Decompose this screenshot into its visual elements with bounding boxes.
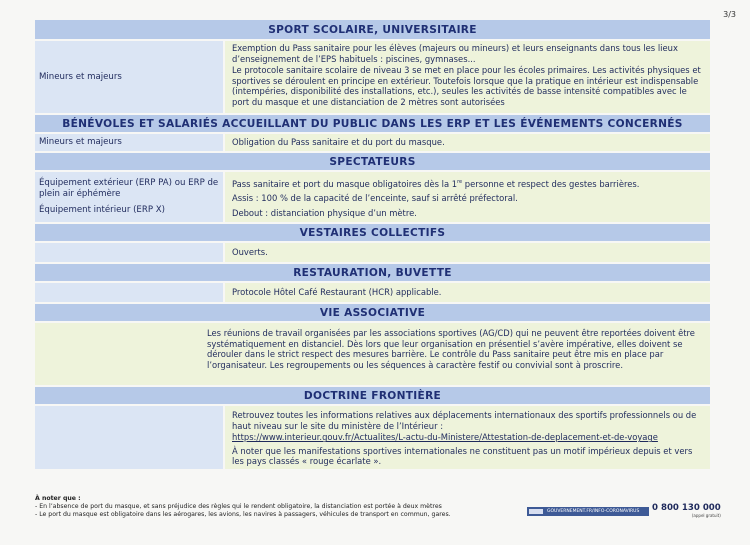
rule-text: Pass sanitaire et port du masque obligatoires dès la 1re personne et respect des gestes barrières. Assis : 100 % de la capacité de l’enceinte, sauf si arrêté préfectoral. Debout : distanciation physique d’un mètre. [225,172,710,222]
section-header-restauration: RESTAURATION, BUVETTE [35,264,710,281]
flag-icon [529,509,543,514]
rule-text: Exemption du Pass sanitaire pour les élèves (majeurs ou mineurs) et leurs enseignants dans tous les lieux d’enseignement de l’EPS habituels : piscines, gymnases... Le protocole sanitaire scolaire de niveau 3 se met en place pour les écoles primaires. Les activités physiques et sportives se déroulent en principe en extérieur. Toutefois lorsque que la pratique en intérieur est indispensable (intempéries, disponibilité des installations, etc.), seules les activités de basse intensité compatibles avec le port du masque et une distanciation de 2 mètres sont autorisées [225,41,710,113]
row-doctrine-frontiere [35,406,710,469]
rule-text-vie-associative: Les réunions de travail organisées par les associations sportives (AG/CD) qui ne peuvent être reportées doivent être systématiquement en distanciel. Dès lors que leur organisation en présentiel s’avère impérative, elles doivent se dérouler dans le strict respect des mesures barrière. Le contrôle du Pass sanitaire peut être mis en place par l’organisateur. Les regroupements ou les séquences à caractère festif ou convivial sont à proscrire. [35,323,710,385]
section-header-sport: SPORT SCOLAIRE, UNIVERSITAIRE [35,20,710,39]
rule-text: Retrouvez toutes les informations relatives aux déplacements internationaux des sportifs professionnels ou de haut niveau sur le site du ministère de l’Intérieur : https://www.interieur.gouv.fr/Actualites/L-actu-du-Ministere/Attestation-de-deplacement-et-de-voyage À noter que les manifestations sportives internationales ne constituent pas un motif impérieux depuis et vers les pays classés « rouge écarlate ». [225,406,710,469]
page-number: 3/3 [723,10,736,19]
rules-table [35,20,710,469]
row-vestiaires [35,243,710,262]
row-restauration [35,283,710,302]
section-header-doctrine-frontiere: DOCTRINE FRONTIÈRE [35,387,710,404]
section-header-benevoles: BÉNÉVOLES ET SALARIÉS ACCUEILLANT DU PUBLIC DANS LES ERP ET LES ÉVÉNEMENTS CONCERNÉS [35,115,710,132]
interieur-link[interactable]: https://www.interieur.gouv.fr/Actualites/L-actu-du-Ministere/Attestation-de-deplacement-et-de-voyage [232,432,658,443]
category-labels [35,172,223,222]
category-label-indoor: Équipement intérieur (ERP X) [39,205,165,216]
rule-text: Obligation du Pass sanitaire et du port du masque. [225,134,710,151]
section-header-vestiaires: VESTAIRES COLLECTIFS [35,224,710,241]
gouvernement-badge: GOUVERNEMENT.FR/INFO-CORONAVIRUS [527,507,649,516]
category-label: Mineurs et majeurs [35,134,223,151]
rule-text: Protocole Hôtel Café Restaurant (HCR) applicable. [225,283,710,302]
category-label: Mineurs et majeurs [35,41,223,113]
row-sport [35,41,710,113]
row-spectateurs [35,172,710,222]
category-label-outdoor: Équipement extérieur (ERP PA) ou ERP de plein air éphémère [39,178,219,199]
section-header-spectateurs: SPECTATEURS [35,153,710,170]
phone-number: 0 800 130 000 (appel gratuit) [652,503,721,518]
footer-notes: À noter que : - En l’absence de port du masque, et sans préjudice des règles qui le rendent obligatoire, la distanciation est portée à deux mètres - Le port du masque est obligatoire dans les aérogares, les avions, les navires à passagers, véhicules de transport en commun, gares. [35,495,451,518]
row-benevoles [35,134,710,151]
rule-text: Ouverts. [225,243,710,262]
section-header-vie-associative: VIE ASSOCIATIVE [35,304,710,321]
